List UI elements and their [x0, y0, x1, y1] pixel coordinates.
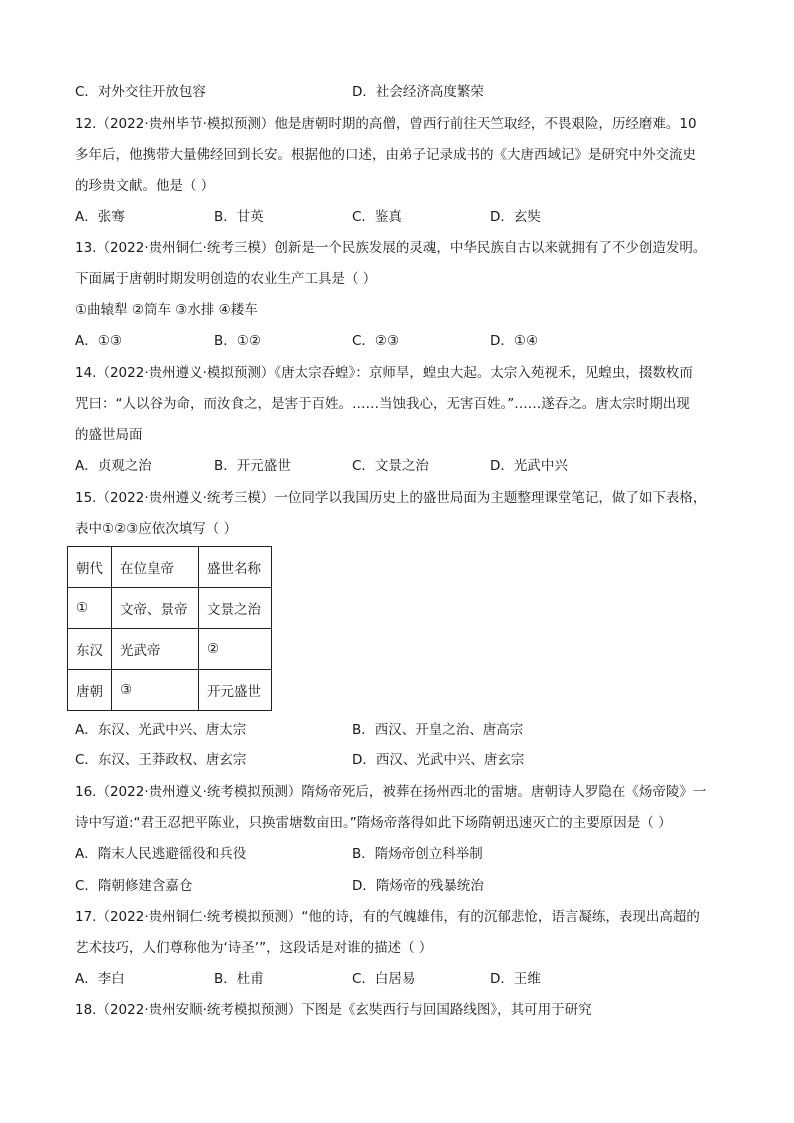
q14-option-c: C．文景之治: [352, 458, 429, 474]
q18-stem-line-1: 18.（2022·贵州安顺·统考模拟预测）下图是《玄奘西行与回国路线图》，其可用于研究: [75, 1002, 592, 1018]
q14-stem-line-2: 咒曰：“人以谷为命，而汝食之，是害于百姓。……当蚀我心，无害百姓。”……遂吞之。唐太宗时期出现: [75, 396, 690, 412]
q13-option-d: D．①④: [490, 333, 539, 349]
q13-items: ①曲辕犁 ②筒车 ③水排 ④耧车: [75, 302, 258, 318]
q12-option-d: D．玄奘: [490, 209, 541, 225]
table-header-era: 盛世名称: [199, 547, 272, 588]
q17-option-c: C．白居易: [352, 971, 416, 987]
q17-option-d: D．王维: [490, 971, 541, 987]
q14-stem-line-1: 14.（2022·贵州遵义·模拟预测）《唐太宗吞蝗》：京师旱，蝗虫大起。太宗入苑视禾，见蝗虫，掇数枚而: [75, 365, 693, 381]
q17-option-a: A．李白: [75, 971, 125, 987]
table-cell: 唐朝: [68, 670, 112, 711]
table-row: [68, 547, 272, 588]
table-cell: 文景之治: [199, 588, 272, 629]
q15-table: [67, 546, 272, 711]
q12-option-a: A．张骞: [75, 209, 125, 225]
q11-option-d: D．社会经济高度繁荣: [352, 84, 484, 100]
q16-option-b: B．隋炀帝创立科举制: [352, 846, 483, 862]
q13-stem-line-1: 13.（2022·贵州铜仁·统考三模）创新是一个民族发展的灵魂，中华民族自古以来就拥有了不少创造发明。: [75, 240, 707, 256]
q15-option-a: A．东汉、光武中兴、唐太宗: [75, 722, 247, 738]
q15-option-c: C．东汉、王莽政权、唐玄宗: [75, 752, 247, 768]
table-header-dynasty: 朝代: [68, 547, 112, 588]
q14-option-d: D．光武中兴: [490, 458, 568, 474]
table-cell: ③: [112, 670, 199, 711]
table-row: [68, 670, 272, 711]
table-row: [68, 588, 272, 629]
q14-stem-line-3: 的盛世局面: [75, 427, 143, 443]
q17-option-b: B．杜甫: [214, 971, 264, 987]
q16-option-c: C．隋朝修建含嘉仓: [75, 878, 193, 894]
q11-option-c: C．对外交往开放包容: [75, 84, 206, 100]
q13-option-c: C．②③: [352, 333, 400, 349]
q13-option-b: B．①②: [214, 333, 261, 349]
q17-stem-line-2: 艺术技巧，人们尊称他为‘诗圣’”，这段话是对谁的描述（ ）: [75, 940, 433, 956]
q14-option-a: A．贞观之治: [75, 458, 152, 474]
q15-stem-line-1: 15.（2022·贵州遵义·统考三模）一位同学以我国历史上的盛世局面为主题整理课堂笔记，做了如下表格，: [75, 490, 707, 506]
q12-option-b: B．甘英: [214, 209, 264, 225]
q16-option-d: D．隋炀帝的残暴统治: [352, 878, 484, 894]
table-row: [68, 629, 272, 670]
q15-stem-line-2: 表中①②③应依次填写（ ）: [75, 521, 238, 537]
q12-stem-line-3: 的珍贵文献。他是（ ）: [75, 178, 215, 194]
q16-stem-line-1: 16.（2022·贵州遵义·统考模拟预测）隋炀帝死后，被葬在扬州西北的雷塘。唐朝诗人罗隐在《炀帝陵》一: [75, 784, 707, 800]
q13-stem-line-2: 下面属于唐朝时期发明创造的农业生产工具是（ ）: [75, 271, 377, 287]
table-cell: 光武帝: [112, 629, 199, 670]
q15-option-b: B．西汉、开皇之治、唐高宗: [352, 722, 524, 738]
q12-stem-line-1: 12.（2022·贵州毕节·模拟预测）他是唐朝时期的高僧，曾西行前往天竺取经，不畏艰险，历经磨难。10: [75, 116, 697, 132]
q16-stem-line-2: 诗中写道:“君王忍把平陈业，只换雷塘数亩田。”隋炀帝落得如此下场隋朝迅速灭亡的主要原因是（ ）: [75, 815, 672, 831]
q15-option-d: D．西汉、光武中兴、唐玄宗: [352, 752, 525, 768]
q16-option-a: A．隋末人民逃避徭役和兵役: [75, 846, 247, 862]
q12-option-c: C．鉴真: [352, 209, 402, 225]
table-cell: ①: [68, 588, 112, 629]
q17-stem-line-1: 17.（2022·贵州铜仁·统考模拟预测）“他的诗，有的气魄雄伟，有的沉郁悲怆，语言凝练，表现出高超的: [75, 909, 700, 925]
table-cell: 开元盛世: [199, 670, 272, 711]
table-cell: ②: [199, 629, 272, 670]
q12-stem-line-2: 多年后，他携带大量佛经回到长安。根据他的口述，由弟子记录成书的《大唐西域记》是研究中外交流史: [75, 147, 696, 163]
q13-option-a: A．①③: [75, 333, 122, 349]
table-header-emperor: 在位皇帝: [112, 547, 199, 588]
table-cell: 文帝、景帝: [112, 588, 199, 629]
q14-option-b: B．开元盛世: [214, 458, 291, 474]
table-cell: 东汉: [68, 629, 112, 670]
